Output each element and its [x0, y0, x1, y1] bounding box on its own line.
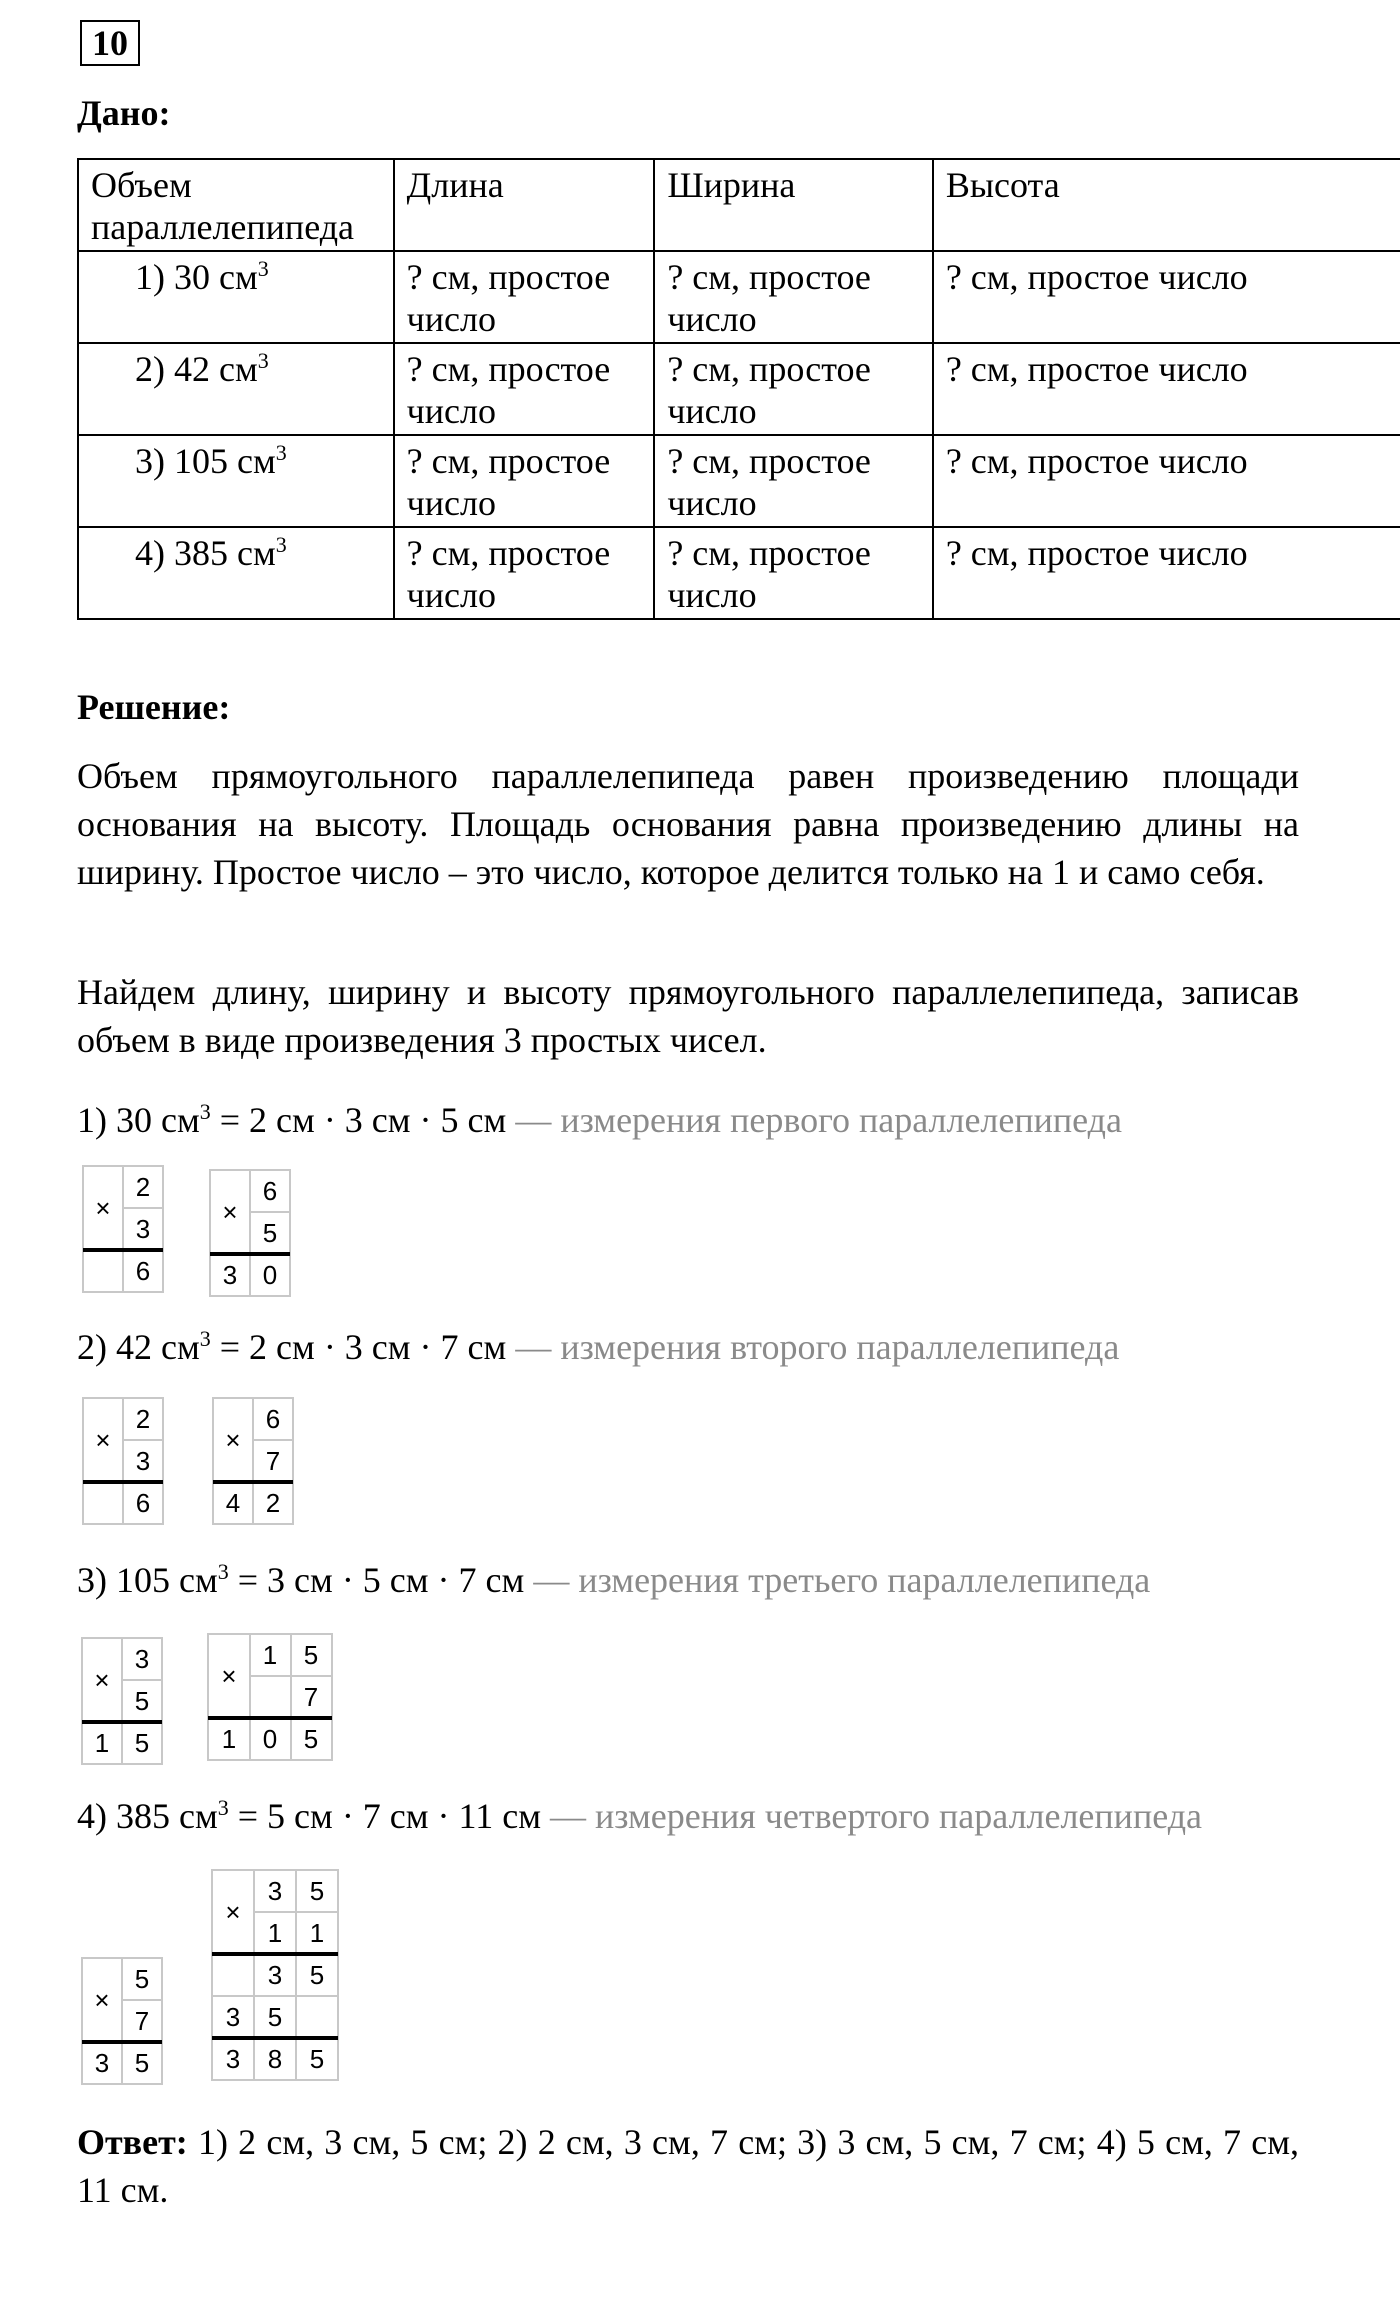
calc-digit: 6 — [262, 1176, 278, 1206]
calc-digit: 5 — [134, 1728, 150, 1758]
row-width: ? см, простое число — [654, 251, 933, 343]
header-length: Длина — [394, 159, 655, 251]
calc-digit: 3 — [267, 1960, 283, 1990]
answer-label: Ответ: — [77, 2122, 188, 2162]
answer — [77, 2118, 1299, 2214]
times-sign: × — [95, 1425, 111, 1455]
header-volume: Объем параллелепипеда — [78, 159, 394, 251]
calc-digit: 2 — [265, 1488, 281, 1518]
row-volume: 2) 42 $см^3$ — [78, 343, 394, 435]
calc-digit: 5 — [309, 1960, 325, 1990]
solution-paragraph-1: Объем прямоугольного параллелепипеда равен произведению площади основания на высоту. Площадь основания равна произведению длины на ширину. Простое число – это число, которое делится только на 1 и само себя. — [77, 756, 1299, 892]
calc-digit: 3 — [225, 2002, 241, 2032]
calc-digit: 5 — [309, 1876, 325, 1906]
calc-digit: 1 — [267, 1918, 283, 1948]
calc-digit: 5 — [262, 1218, 278, 1248]
solution-heading: Решение: — [77, 687, 231, 727]
calc-digit: 2 — [135, 1404, 151, 1434]
calc-digit: 1 — [221, 1724, 237, 1754]
row-volume: 4) 385 $см^3$ — [78, 527, 394, 619]
calc-digit: 3 — [267, 1876, 283, 1906]
calc-digit: 1 — [309, 1918, 325, 1948]
calc-digit: 7 — [303, 1682, 319, 1712]
calc-digit: 5 — [134, 1964, 150, 1994]
calc-digit: 5 — [134, 1686, 150, 1716]
calc-digit: 0 — [262, 1724, 278, 1754]
calc-digit: 5 — [303, 1724, 319, 1754]
row-width: ? см, простое число — [654, 343, 933, 435]
calc-digit: 7 — [134, 2006, 150, 2036]
row-height: ? см, простое число — [933, 435, 1400, 527]
calc-digit: 5 — [303, 1640, 319, 1670]
calc-digit: 5 — [309, 2044, 325, 2074]
calc-digit: 3 — [222, 1260, 238, 1290]
problem-number: 10 — [80, 20, 140, 66]
header-width: Ширина — [654, 159, 933, 251]
times-sign: × — [225, 1425, 241, 1455]
calc-digit: 3 — [135, 1446, 151, 1476]
calc-digit: 6 — [265, 1404, 281, 1434]
row-height: ? см, простое число — [933, 343, 1400, 435]
solution-paragraph-2: Найдем длину, ширину и высоту прямоугольного параллелепипеда, записав объем в виде произведения 3 простых чисел. — [77, 972, 1299, 1060]
times-sign: × — [221, 1661, 237, 1691]
row-volume: 1) 30 $см^3$ — [78, 251, 394, 343]
row-length: ? см, простое число — [394, 435, 655, 527]
calc-digit: 2 — [135, 1172, 151, 1202]
times-sign: × — [225, 1897, 241, 1927]
calc-digit: 0 — [262, 1260, 278, 1290]
step-1: 1) 30 $см^3 = 2$ см · 3 см · 5 см — измерения первого параллелепипеда — [77, 1099, 1122, 1140]
calc-digit: 5 — [267, 2002, 283, 2032]
step-2: 2) 42 $см^3 = 2$ см · 3 см · 7 см — измерения второго параллелепипеда — [77, 1326, 1120, 1367]
step-4: 4) 385 $см^3 = 5$ см · 7 см · 11 см — измерения четвертого параллелепипеда — [77, 1795, 1203, 1836]
times-sign: × — [94, 1665, 110, 1695]
step-3: 3) 105 $см^3 = 3$ см · 5 см · 7 см — измерения третьего параллелепипеда — [77, 1559, 1151, 1600]
calc-digit: 3 — [135, 1214, 151, 1244]
calc-digit: 3 — [225, 2044, 241, 2074]
row-width: ? см, простое число — [654, 527, 933, 619]
header-height: Высота — [933, 159, 1400, 251]
calc-digit: 5 — [134, 2048, 150, 2078]
calc-digit: 6 — [135, 1256, 151, 1286]
answer-text: 1) 2 см, 3 см, 5 см; 2) 2 см, 3 см, 7 см; 3) 3 см, 5 см, 7 см; 4) 5 см, 7 см, 11 см. — [77, 2122, 1299, 2210]
row-width: ? см, простое число — [654, 435, 933, 527]
calc-digit: 7 — [265, 1446, 281, 1476]
calc-digit: 1 — [262, 1640, 278, 1670]
row-length: ? см, простое число — [394, 527, 655, 619]
row-height: ? см, простое число — [933, 527, 1400, 619]
times-sign: × — [94, 1985, 110, 2015]
calc-digit: 8 — [267, 2044, 283, 2074]
row-volume: 3) 105 $см^3$ — [78, 435, 394, 527]
row-height: ? см, простое число — [933, 251, 1400, 343]
row-length: ? см, простое число — [394, 251, 655, 343]
calc-digit: 6 — [135, 1488, 151, 1518]
times-sign: × — [222, 1197, 238, 1227]
calc-digit: 4 — [225, 1488, 241, 1518]
given-heading: Дано: — [77, 93, 171, 133]
times-sign: × — [95, 1193, 111, 1223]
calc-digit: 3 — [134, 1644, 150, 1674]
calc-digit: 3 — [94, 2048, 110, 2078]
row-length: ? см, простое число — [394, 343, 655, 435]
calc-digit: 1 — [94, 1728, 110, 1758]
